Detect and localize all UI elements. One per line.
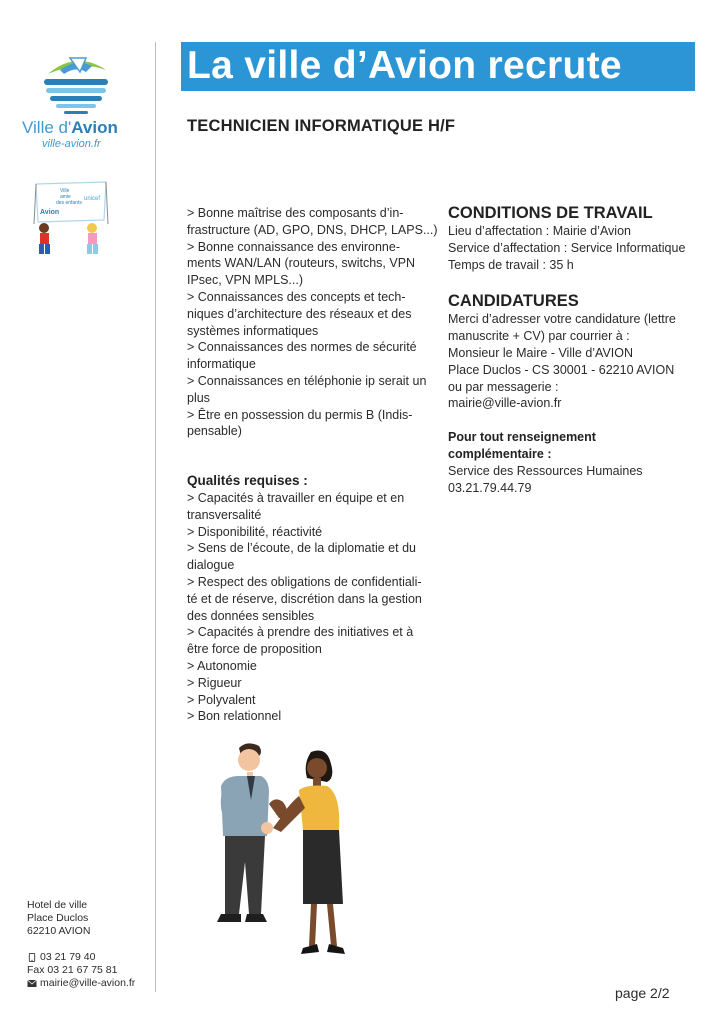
- info-phone: 03.21.79.44.79: [448, 480, 532, 495]
- header-banner: [181, 42, 695, 91]
- badge-line3: des enfants: [56, 200, 82, 206]
- quality-line: être force de proposition: [187, 642, 322, 657]
- badge-brand: unicef: [84, 196, 101, 202]
- quality-line: > Sens de l’écoute, de la diplomatie et du: [187, 541, 416, 556]
- requirements-column: [187, 205, 438, 725]
- conditions-heading: CONDITIONS DE TRAVAIL: [448, 204, 653, 222]
- man-figure: [217, 743, 273, 922]
- quality-line: > Bon relationnel: [187, 709, 282, 724]
- candidatures-line: Monsieur le Maire - Ville d’AVION: [448, 345, 634, 360]
- skill-line: > Connaissances des concepts et tech-: [187, 289, 406, 304]
- fax-number: Fax 03 21 67 75 81: [27, 964, 118, 976]
- qualities-list: [187, 490, 435, 725]
- info-block: [448, 429, 708, 496]
- skill-line: > Bonne maîtrise des composants d’in-: [187, 206, 404, 220]
- quality-line: dialogue: [187, 558, 235, 573]
- conditions-line: Temps de travail : 35 h: [448, 257, 574, 272]
- skills-list: [187, 205, 438, 440]
- qualities-heading: Qualités requises :: [187, 473, 308, 489]
- candidatures-line: Place Duclos - CS 30001 - 62210 AVION: [448, 362, 675, 377]
- badge-city: Avion: [40, 209, 60, 216]
- page-number: page 2/2: [615, 985, 670, 1001]
- skill-line: frastructure (AD, GPO, DNS, DHCP, LAPS...): [187, 222, 438, 237]
- sidebar: [0, 0, 156, 1031]
- logo-url: ville-avion.fr: [42, 138, 101, 150]
- skill-line: > Connaissances en téléphonie ip serait un: [187, 373, 427, 388]
- ville-amie-des-enfants-badge: [30, 178, 112, 258]
- quality-line: > Respect des obligations de confidentiali-: [187, 574, 422, 589]
- email-address: mairie@ville-avion.fr: [40, 977, 136, 989]
- candidatures-heading: CANDIDATURES: [448, 292, 579, 311]
- quality-line: > Capacités à travailler en équipe et en: [187, 490, 405, 505]
- skill-line: > Être en possession du permis B (Indis-: [187, 407, 413, 422]
- quality-line: transversalité: [187, 507, 262, 522]
- banner-title: La ville d’Avion recrute: [187, 44, 622, 87]
- contact-address: [27, 899, 135, 990]
- sidebar-divider: [155, 42, 156, 992]
- email-row: [27, 977, 135, 990]
- quality-line: > Polyvalent: [187, 692, 256, 707]
- logo-name-bold: Avion: [71, 118, 118, 137]
- address-line: Place Duclos: [27, 912, 89, 924]
- quality-line: > Capacités à prendre des initiatives et à: [187, 625, 414, 640]
- logo-wordmark: [22, 118, 134, 138]
- conditions-line: Lieu d’affectation : Mairie d’Avion: [448, 224, 631, 238]
- job-title: TECHNICIEN INFORMATIQUE H/F: [187, 117, 456, 135]
- quality-line: > Autonomie: [187, 658, 257, 673]
- badge-line1: Ville: [60, 188, 70, 194]
- badge-line2: amie: [60, 194, 71, 200]
- candidatures-line: manuscrite + CV) par courrier à :: [448, 329, 630, 344]
- quality-line: té et de réserve, discrétion dans la gestion: [187, 591, 422, 606]
- phone-icon: [27, 953, 37, 962]
- conditions-column: [448, 203, 708, 496]
- woman-figure: [269, 751, 345, 955]
- handshake-illustration: [203, 738, 363, 966]
- quality-line: des données sensibles: [187, 608, 315, 623]
- info-heading: Pour tout renseignement: [448, 430, 596, 445]
- skill-line: > Connaissances des normes de sécurité: [187, 340, 417, 355]
- skill-line: plus: [187, 390, 210, 405]
- skill-line: pensable): [187, 424, 242, 439]
- avion-emblem-icon: [40, 52, 112, 116]
- candidatures-email: mairie@ville-avion.fr: [448, 396, 562, 411]
- skill-line: > Bonne connaissance des environne-: [187, 239, 400, 254]
- quality-line: > Rigueur: [187, 675, 242, 690]
- address-line: Hotel de ville: [27, 899, 88, 911]
- phone-row: [27, 951, 135, 964]
- skill-line: ments WAN/LAN (routeurs, switchs, VPN: [187, 256, 416, 271]
- info-line: Service des Ressources Humaines: [448, 463, 643, 478]
- info-heading: complémentaire :: [448, 446, 552, 461]
- envelope-icon: [27, 979, 37, 988]
- skill-line: informatique: [187, 357, 256, 372]
- logo-name-prefix: Ville d': [22, 118, 72, 137]
- skill-line: systèmes informatiques: [187, 323, 319, 338]
- candidatures-line: ou par messagerie :: [448, 379, 559, 394]
- ville-avion-logo: [22, 52, 134, 150]
- conditions-line: Service d’affectation : Service Informatique: [448, 240, 686, 255]
- address-line: 62210 AVION: [27, 925, 91, 937]
- skill-line: niques d’architecture des réseaux et des: [187, 306, 412, 321]
- phone-number: 03 21 79 40: [40, 951, 96, 963]
- candidatures-line: Merci d’adresser votre candidature (lettre: [448, 312, 676, 327]
- skill-line: IPsec, VPN MPLS...): [187, 273, 304, 288]
- quality-line: > Disponibilité, réactivité: [187, 524, 323, 539]
